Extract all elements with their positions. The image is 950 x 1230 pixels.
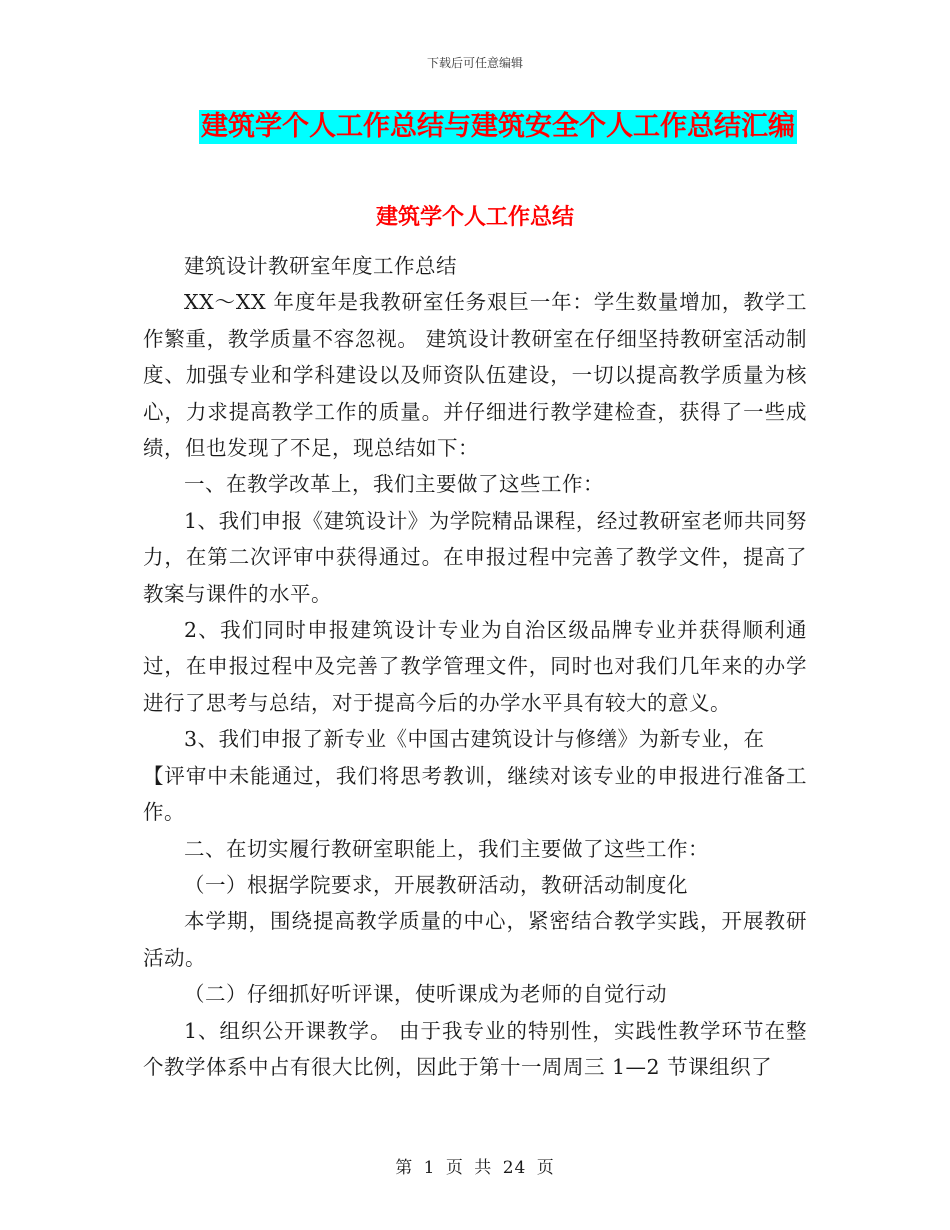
paragraph: 3、我们申报了新专业《中国古建筑设计与修缮》为新专业，在 — [184, 727, 765, 752]
document-title: 建筑学个人工作总结与建筑安全个人工作总结汇编 — [201, 111, 795, 142]
paragraph: 1、我们申报《建筑设计》为学院精品课程，经过教研室老师共同努力，在第二次评审中获得通过。在申报过程中完善了教学文件，提高了教案与课件的水平。 — [143, 508, 807, 606]
section-title: 建筑学个人工作总结 — [375, 205, 574, 230]
paragraph: XX～XX 年度年是我教研室任务艰巨一年：学生数量增加，教学工作繁重，教学质量不容忽视。 建筑设计教研室在仔细坚持教研室活动制度、加强专业和学科建设以及师资队伍建设，一切以提高教学质量为核心，力求提高教学工作的质量。并仔细进行教学建检查，获得了一些成绩，但也发现了不足，现总结如下： — [143, 290, 807, 461]
paragraph: 一、在教学改革上，我们主要做了这些工作： — [184, 472, 604, 497]
paragraph: 2、我们同时申报建筑设计专业为自治区级品牌专业并获得顺利通过，在申报过程中及完善了教学管理文件，同时也对我们几年来的办学进行了思考与总结，对于提高今后的办学水平具有较大的意义。 — [143, 618, 807, 715]
paragraph: 1、组织公开课教学。 由于我专业的特别性，实践性教学环节在整个教学体系中占有很大比例，因此于第十一周周三 1—2 节课组织了 — [143, 1018, 807, 1079]
paragraph: 【评审中未能通过，我们将思考教训，继续对该专业的申报进行准备工作。 — [143, 763, 807, 825]
header-note: 下载后可任意编辑 — [426, 56, 523, 70]
paragraph: 建筑设计教研室年度工作总结 — [184, 254, 457, 278]
paragraph: （二）仔细抓好听评课，使听课成为老师的自觉行动 — [184, 982, 667, 1007]
paragraph: （一）根据学院要求，开展教研活动，教研活动制度化 — [184, 872, 688, 897]
paragraph: 本学期，围绕提高教学质量的中心，紧密结合教学实践，开展教研活动。 — [143, 909, 807, 970]
paragraph: 二、在切实履行教研室职能上，我们主要做了这些工作： — [184, 836, 709, 861]
page-number: 第 1 页 共 24 页 — [395, 1158, 555, 1178]
document-title-wrap — [0, 110, 950, 144]
document-body — [143, 248, 807, 1085]
